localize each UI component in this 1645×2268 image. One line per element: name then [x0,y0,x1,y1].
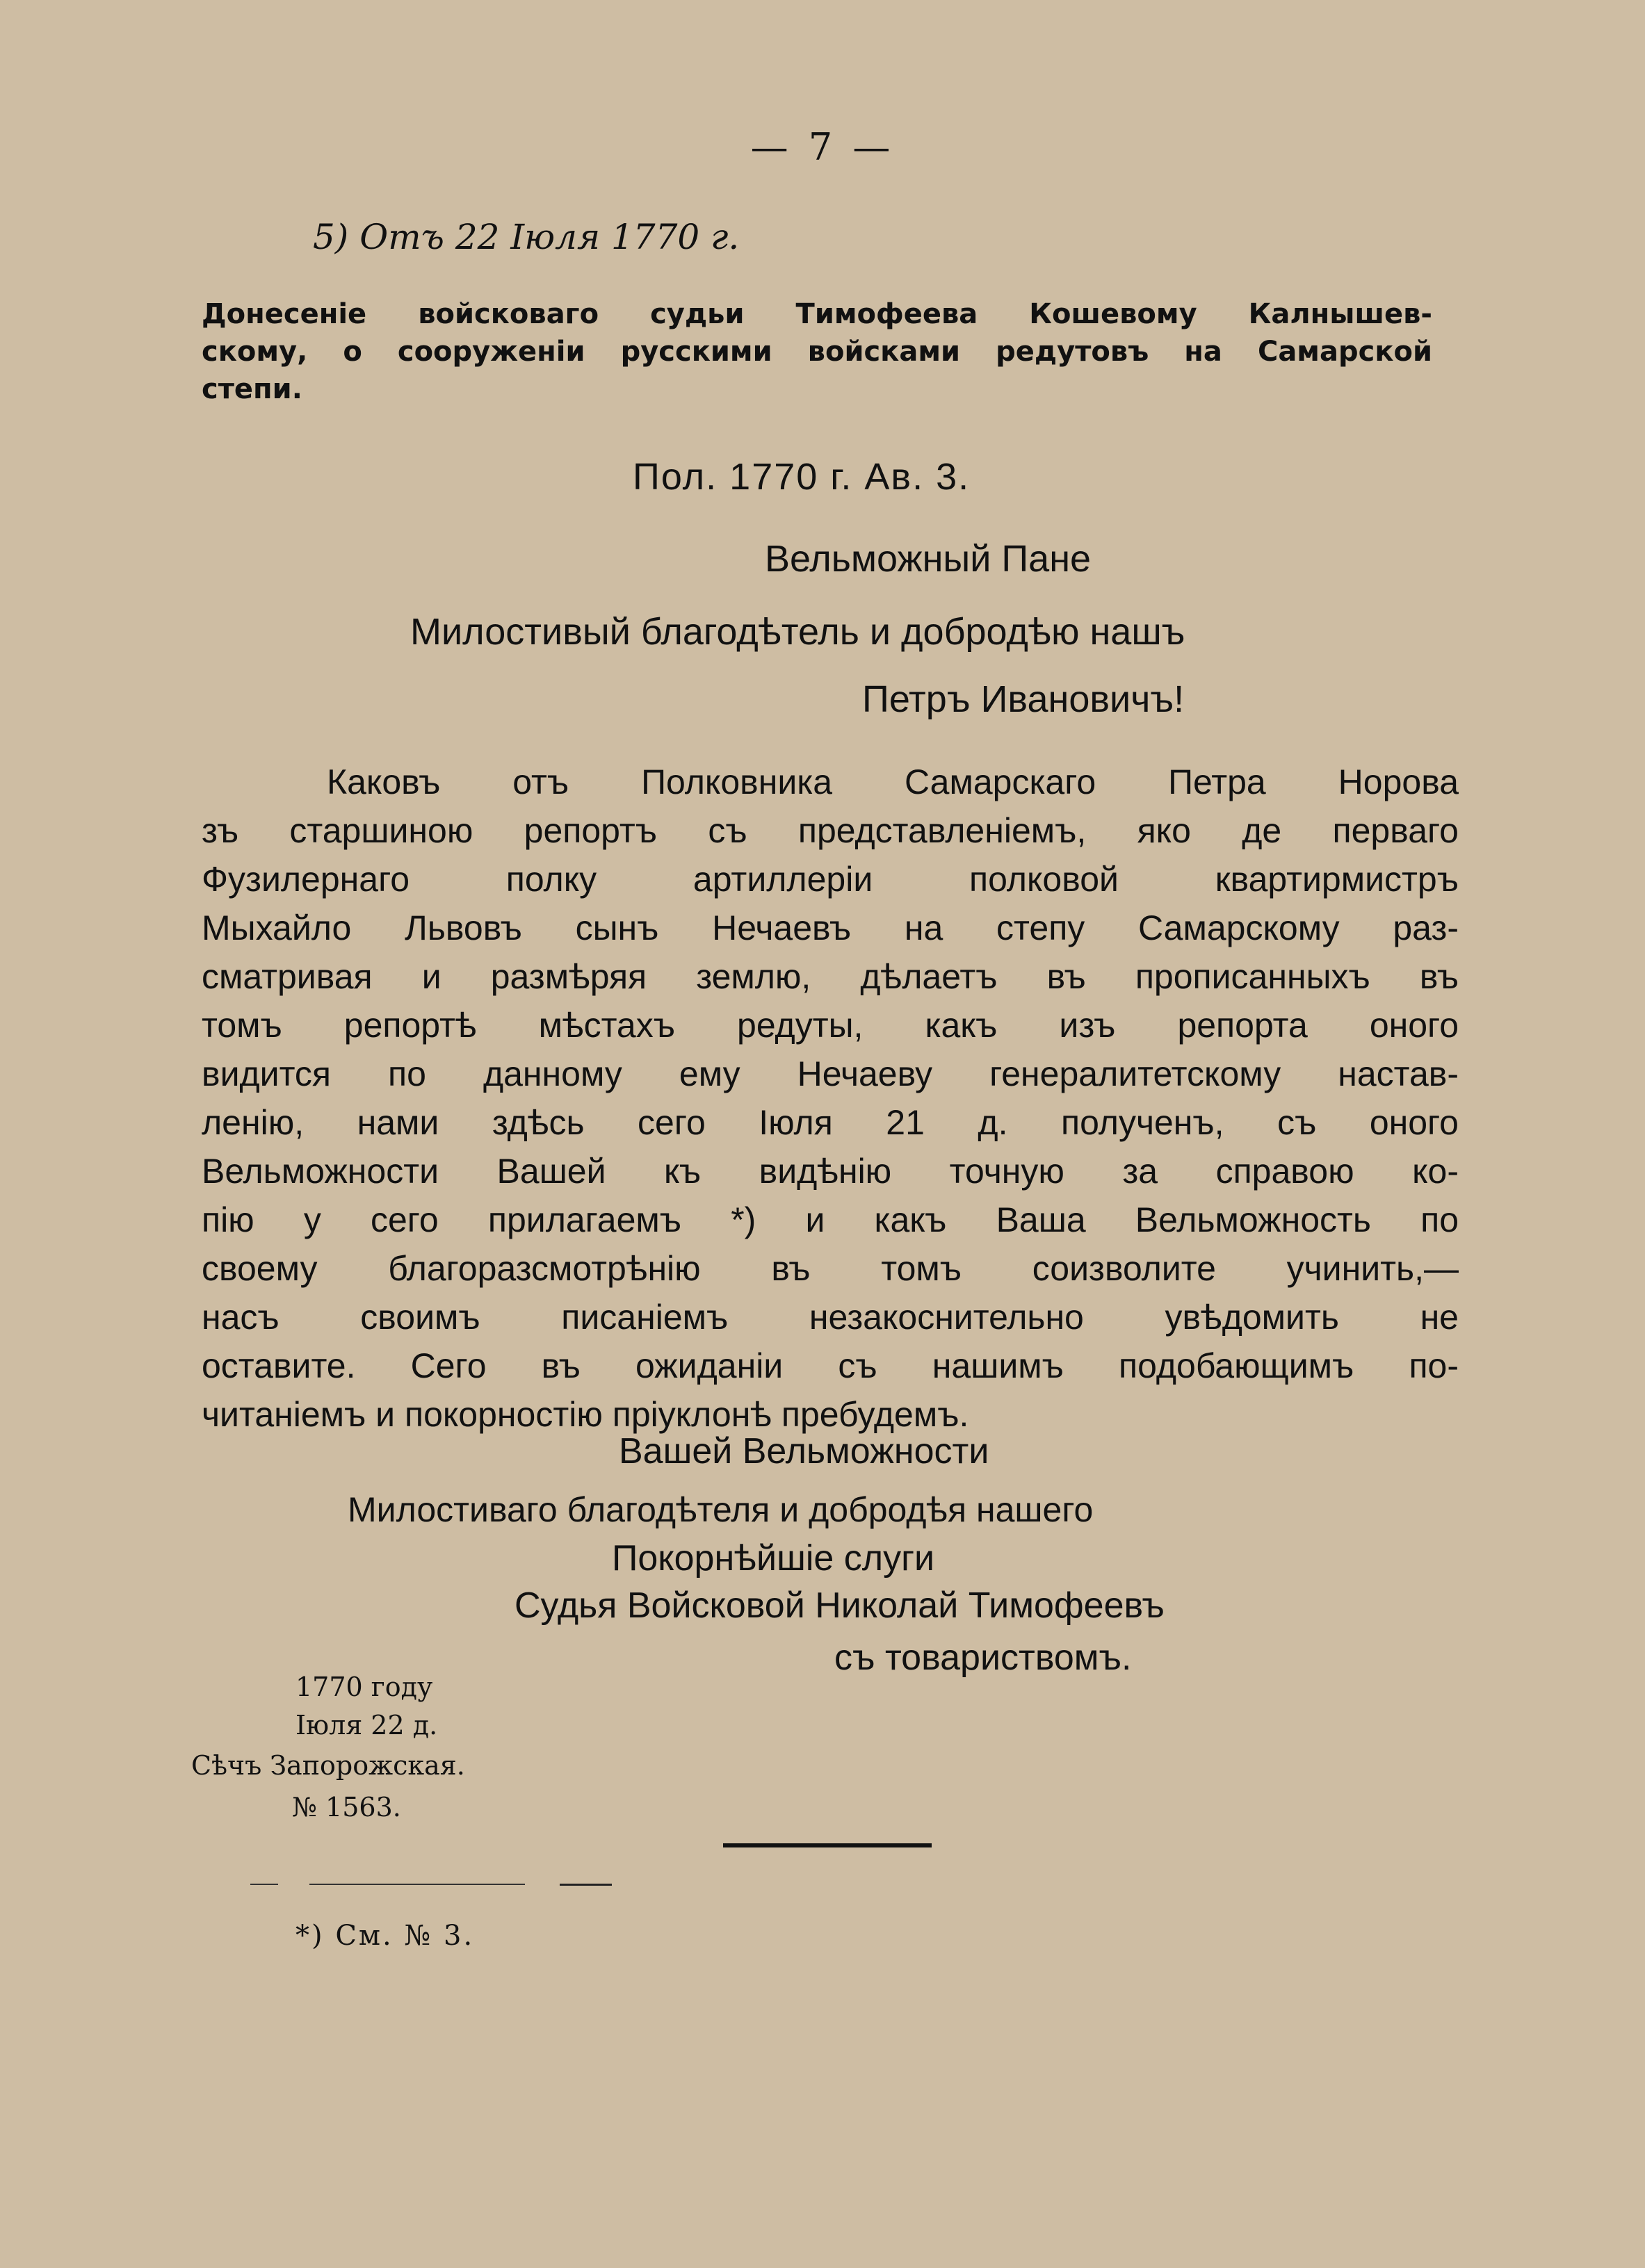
body-line: пію у сего прилагаемъ *) и какъ Ваша Вельможность по [202,1200,1459,1239]
body-line: своему благоразсмотрѣнію въ томъ соизволите учинить,— [202,1249,1459,1288]
footnote-divider [250,1884,278,1885]
summary-line: скому, о сооруженіи русскими войсками редутовъ на Самарской [202,336,1432,368]
received-date: Пол. 1770 г. Ав. 3. [633,456,971,498]
signatory-company: съ товариствомъ. [834,1638,1132,1678]
summary-line: степи. [202,373,302,405]
letter-body [202,758,1459,1439]
footnote: *) См. № 3. [295,1920,475,1952]
body-line: сматривая и размѣряя землю, дѣлаетъ въ прописанныхъ въ [202,957,1459,996]
body-line: оставите. Сего въ ожиданіи съ нашимъ подобающимъ по- [202,1346,1459,1385]
body-line: Каковъ отъ Полковника Самарскаго Петра Норова [327,762,1459,801]
footnote-divider [309,1884,525,1885]
salutation-line-2: Милостивый благодѣтель и добродѣю нашъ [410,611,1185,653]
closing-line-1: Вашей Вельможности [619,1431,989,1471]
document-summary [202,295,1432,408]
body-line: Фузилернаго полку артиллеріи полковой квартирмистръ [202,860,1459,899]
document-heading: 5) Отъ 22 Іюля 1770 г. [313,217,740,257]
footnote-divider [560,1884,612,1886]
signatory-name: Судья Войсковой Николай Тимофеевъ [514,1585,1165,1626]
salutation-line-1: Вельможный Пане [765,538,1092,580]
body-line: зъ старшиною репортъ съ представленіемъ, яко де перваго [202,811,1459,850]
letter-place: Сѣчъ Запорожская. [191,1750,465,1781]
page-number: — 7 — [750,125,895,169]
letter-number: № 1563. [292,1792,401,1822]
summary-line: Донесеніе войсковаго судьи Тимофеева Кошевому Калнышев- [202,298,1432,330]
letter-date: Іюля 22 д. [295,1710,438,1740]
closing-line-2: Милостиваго благодѣтеля и добродѣя нашего [348,1490,1094,1529]
body-line: видится по данному ему Нечаеву генералитетскому настав- [202,1054,1459,1093]
body-line: ленію, нами здѣсь сего Іюля 21 д. полученъ, съ оного [202,1103,1459,1142]
body-line: томъ репортѣ мѣстахъ редуты, какъ изъ репорта оного [202,1006,1459,1045]
body-line: Мыхайло Львовъ сынъ Нечаевъ на степу Самарскому раз- [202,908,1459,947]
body-line: насъ своимъ писаніемъ незакоснительно увѣдомить не [202,1298,1459,1337]
letter-year: 1770 году [295,1672,433,1702]
salutation-line-3: Петръ Ивановичъ! [862,678,1185,720]
body-line: читаніемъ и покорностію пріуклонѣ пребудемъ. [202,1395,969,1434]
body-line: Вельможности Вашей къ видѣнію точную за справою ко- [202,1152,1459,1191]
closing-line-3: Покорнѣйшіе слуги [612,1538,935,1578]
section-divider [723,1843,932,1847]
